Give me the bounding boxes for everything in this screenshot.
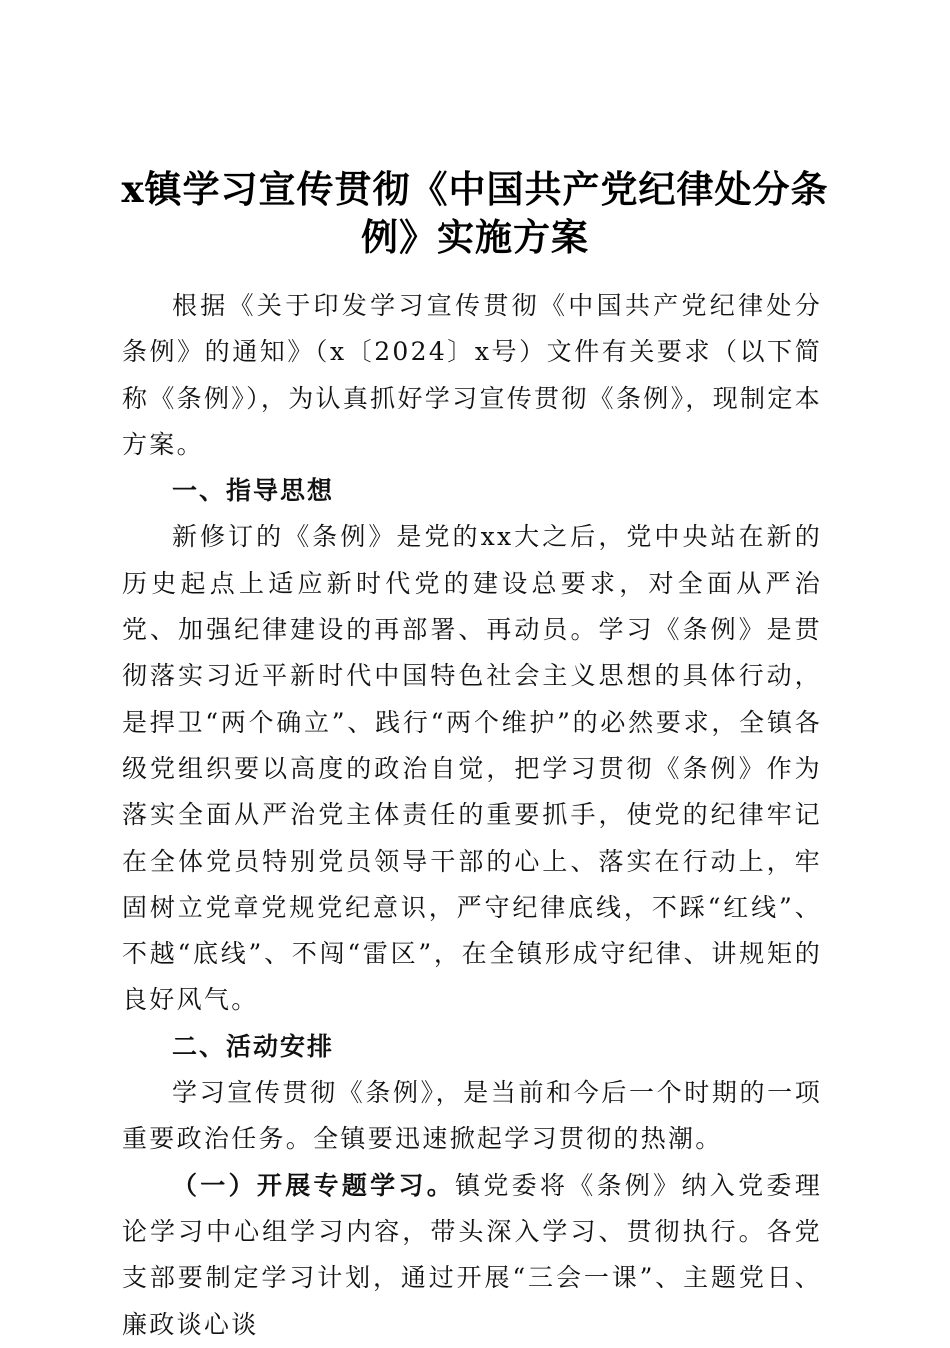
guiding-ideology-paragraph: 新修订的《条例》是党的xx大之后，党中央站在新的历史起点上适应新时代党的建设总要求，对全面从严治党、加强纪律建设的再部署、再动员。学习《条例》是贯彻落实习近平新时代中国特色社会主义思想的具体行动，是捍卫“两个确立”、践行“两个维护”的必然要求，全镇各级党组织要以高度的政治自觉，把学习贯彻《条例》作为落实全面从严治党主体责任的重要抓手，使党的纪律牢记在全体党员特别党员领导干部的心上、落实在行动上，牢固树立党章党规党纪意识，严守纪律底线，不踩“红线”、不越“底线”、不闯“雷区”，在全镇形成守纪律、讲规矩的良好风气。	[122, 522, 822, 1015]
document-title	[100, 165, 850, 261]
title-line-1: x镇学习宣传贯彻《中国共产党纪律处分条	[121, 166, 829, 211]
item-special-study-lead: （一）开展专题学习。	[172, 1170, 456, 1200]
section-heading-activity-arrangement: 二、活动安排	[172, 1031, 335, 1061]
title-line-2: 例》实施方案	[361, 214, 589, 259]
document-body	[122, 283, 822, 1348]
intro-paragraph: 根据《关于印发学习宣传贯彻《中国共产党纪律处分条例》的通知》（x〔2024〕x号）文件有关要求（以下简称《条例》），为认真抓好学习宣传贯彻《条例》，现制定本方案。	[122, 291, 822, 459]
section-heading-guiding-ideology: 一、指导思想	[172, 476, 335, 506]
item-special-study-paragraph	[122, 1163, 822, 1348]
item-special-study-body: 镇党委将《条例》纳入党委理论学习中心组学习内容，带头深入学习、贯彻执行。各党支部要制定学习计划，通过开展“三会一课”、主题党日、廉政谈心谈	[122, 1170, 822, 1339]
activity-arrangement-paragraph: 学习宣传贯彻《条例》，是当前和今后一个时期的一项重要政治任务。全镇要迅速掀起学习贯彻的热潮。	[122, 1078, 822, 1154]
